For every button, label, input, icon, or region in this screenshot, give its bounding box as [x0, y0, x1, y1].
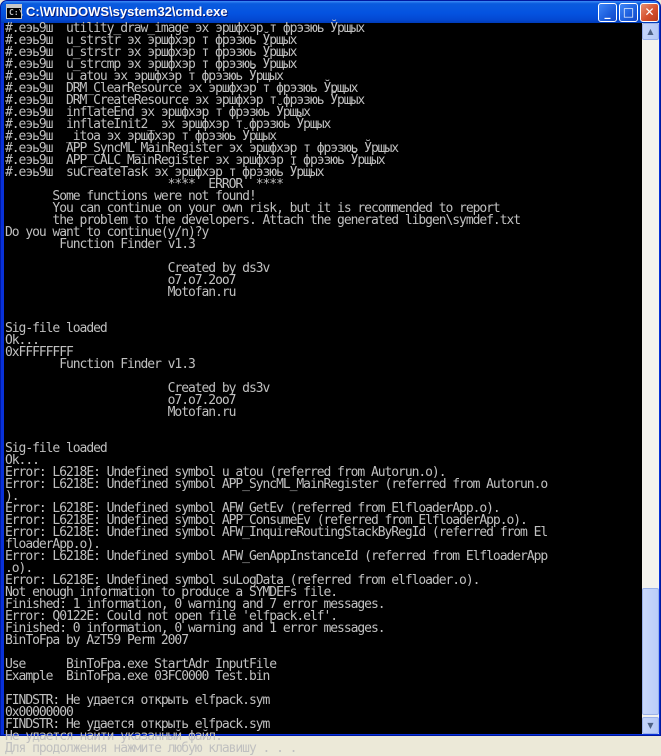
- console-line: o7.o7.2oo7: [5, 273, 236, 288]
- console-line: Ok...: [5, 453, 39, 468]
- console-line: Some functions were not found!: [5, 189, 256, 204]
- scroll-up-button[interactable]: ▲: [642, 23, 659, 40]
- console-text: [4, 23, 642, 755]
- console-line: Ok...: [5, 333, 39, 348]
- console-line: Error: L6218E: Undefined symbol u_atou (referred from Autorun.o).: [5, 465, 446, 480]
- console-line: #.еэь9ш _itoa эх эршфхэр т фрэзюь Ўрщых: [5, 129, 277, 144]
- console-line: #.еэь9ш u_strcmp эх эршфхэр т фрэзюь Ўрщых: [5, 57, 297, 72]
- console-line: #.еэь9ш APP_SyncML_MainRegister эх эршфхэр т фрэзюь Ўрщых: [5, 141, 399, 156]
- console-line: Created by ds3v: [5, 261, 270, 276]
- console-line: Error: L6218E: Undefined symbol AFW_InquireRoutingStackByRegId (referred from El: [5, 525, 548, 540]
- console-line: Not enough information to produce a SYMDEFs file.: [5, 585, 338, 600]
- console-line: o7.o7.2oo7: [5, 393, 236, 408]
- console-line: Sig-file loaded: [5, 321, 107, 336]
- console-line: 0xFFFFFFFF: [5, 345, 73, 360]
- console-line: #.еэь9ш DRM_ClearResource эх эршфхэр т фрэзюь Ўрщых: [5, 81, 358, 96]
- console-line: Error: L6218E: Undefined symbol suLogData (referred from elfloader.o).: [5, 573, 480, 588]
- console-line: Error: L6218E: Undefined symbol APP_SyncML_MainRegister (referred from Autorun.o: [5, 477, 548, 492]
- console-line: 0x00000000: [5, 705, 73, 720]
- maximize-button[interactable]: □: [619, 3, 638, 22]
- console-line: Не удается найти указанный файл.: [5, 729, 222, 744]
- console-line: #.еэь9ш APP_CALC_MainRegister эх эршфхэр т фрэзюь Ўрщых: [5, 153, 385, 168]
- console-line: Error: Q0122E: Could not open file 'elfpack.elf'.: [5, 609, 338, 624]
- title-bar[interactable]: [1, 1, 660, 23]
- console-line: Function Finder v1.3: [5, 357, 195, 372]
- vertical-scrollbar[interactable]: [642, 23, 659, 734]
- console-line: Use BinToFpa.exe StartAdr InputFile: [5, 657, 277, 672]
- console-line: Sig-file loaded: [5, 441, 107, 456]
- cmd-icon-label: C:\: [9, 8, 24, 17]
- console-line: FINDSTR: Не удается открыть elfpack.sym: [5, 693, 270, 708]
- console-line: BinToFpa by AzT59 Perm 2007: [5, 633, 188, 648]
- console-output[interactable]: [4, 21, 642, 756]
- console-line: #.еэь9ш u_atou эх эршфхэр т фрэзюь Ўрщых: [5, 69, 283, 84]
- console-line: Error: L6218E: Undefined symbol APP_ConsumeEv (referred from ElfloaderApp.o).: [5, 513, 527, 528]
- console-line: Finished: 0 information, 0 warning and 1 error messages.: [5, 621, 385, 636]
- console-line: #.еэь9ш inflateInit2_ эх эршфхэр т фрэзюь Ўрщых: [5, 117, 331, 132]
- cmd-app-icon[interactable]: [6, 4, 22, 19]
- console-line: floaderApp.o).: [5, 537, 100, 552]
- console-line: Motofan.ru: [5, 405, 236, 420]
- console-line: You can continue on your own risk, but it is recommended to report: [5, 201, 500, 216]
- close-button[interactable]: ✕: [640, 3, 659, 22]
- console-line: #.еэь9ш u_strstr эх эршфхэр т фрэзюь Ўрщых: [5, 33, 297, 48]
- console-line: Finished: 1 information, 0 warning and 7 error messages.: [5, 597, 385, 612]
- console-line: Motofan.ru: [5, 285, 236, 300]
- console-line: #.еэь9ш inflateEnd эх эршфхэр т фрэзюь Ўрщых: [5, 105, 310, 120]
- window-title: C:\WINDOWS\system32\cmd.exe: [26, 4, 228, 19]
- console-line: .o).: [5, 561, 33, 576]
- scroll-down-button[interactable]: ▼: [642, 717, 659, 734]
- console-line: Для продолжения нажмите любую клавишу . . .: [5, 741, 297, 756]
- console-line: the problem to the developers. Attach the generated libgen\symdef.txt: [5, 213, 521, 228]
- console-line: #.еэь9ш suCreateTask эх эршфхэр т фрэзюь Ўрщых: [5, 165, 324, 180]
- console-line: Example BinToFpa.exe 03FC0000 Test.bin: [5, 669, 270, 684]
- console-line: Created by ds3v: [5, 381, 270, 396]
- console-line: FINDSTR: Не удается открыть elfpack.sym: [5, 717, 270, 732]
- console-line: #.еэь9ш utility_draw_image эх эршфхэр т фрэзюь Ўрщых: [5, 21, 365, 36]
- console-line: Error: L6218E: Undefined symbol AFW_GetEv (referred from ElfloaderApp.o).: [5, 501, 500, 516]
- console-line: **** ERROR ****: [5, 177, 283, 192]
- console-line: #.еэь9ш u_strstr эх эршфхэр т фрэзюь Ўрщых: [5, 45, 297, 60]
- console-line: Do you want to continue(y/n)?y: [5, 225, 209, 240]
- console-line: Error: L6218E: Undefined symbol AFW_GenAppInstanceId (referred from ElfloaderApp: [5, 549, 548, 564]
- console-line: ).: [5, 489, 19, 504]
- console-line: #.еэь9ш DRM_CreateResource эх эршфхэр т фрэзюь Ўрщых: [5, 93, 365, 108]
- scroll-thumb[interactable]: [642, 588, 659, 715]
- console-line: Function Finder v1.3: [5, 237, 195, 252]
- minimize-button[interactable]: _: [598, 3, 617, 22]
